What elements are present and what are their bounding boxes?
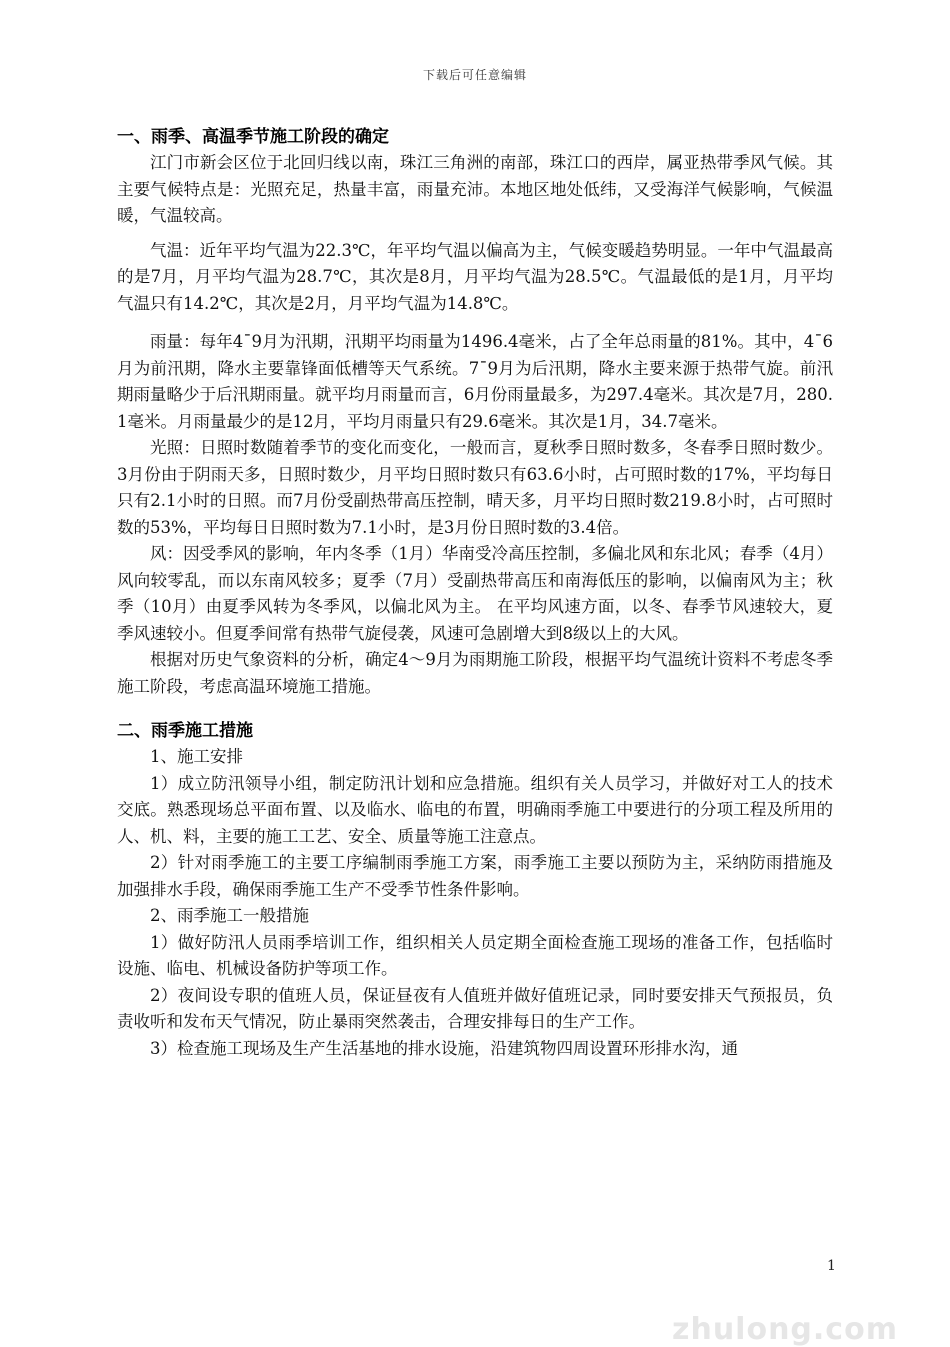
section-1-paragraph-conclusion: 根据对历史气象资料的分析，确定4～9月为雨期施工阶段，根据平均气温统计资料不考虑冬季施工阶段，考虑高温环境施工措施。: [117, 650, 833, 696]
section-2-title: 二、雨季施工措施: [117, 721, 253, 741]
section-1-paragraph-rainfall: 雨量：每年4ˉ9月为汛期，汛期平均雨量为1496.4毫米，占了全年总雨量的81%。其中，4ˉ6月为前汛期，降水主要靠锋面低槽等天气系统。7ˉ9月为后汛期，降水主要来源于热带气旋。前汛期雨量略少于后汛期雨量。就平均月雨量而言，6月份雨量最多，为297.4毫米。其次是7月，280.1毫米。月雨量最少的是12月，平均月雨量只有29.6毫米。其次是1月，34.7毫米。: [117, 332, 833, 431]
section-2-measure-2: 2）夜间设专职的值班人员，保证昼夜有人值班并做好值班记录，同时要安排天气预报员，负责收听和发布天气情况，防止暴雨突然袭击，合理安排每日的生产工作。: [117, 985, 833, 1031]
section-1-paragraph-wind: 风：因受季风的影响，年内冬季（1月）华南受冷高压控制，多偏北风和东北风；春季（4月）风向较零乱，而以东南风较多；夏季（7月）受副热带高压和南海低压的影响，以偏南风为主；秋季（10月）由夏季风转为冬季风，以偏北风为主。 在平均风速方面，以冬、春季节风速较大，夏季风速较小。但夏季间常有热带气旋侵袭，风速可急剧增大到8级以上的大风。: [117, 544, 833, 643]
page-header-note: 下载后可任意编辑: [422, 68, 527, 82]
document-body: [117, 124, 833, 1062]
section-2-measure-1: 1）做好防汛人员雨季培训工作，组织相关人员定期全面检查施工现场的准备工作，包括临时设施、临电、机械设备防护等项工作。: [117, 932, 833, 978]
section-1-paragraph-sunshine: 光照：日照时数随着季节的变化而变化，一般而言，夏秋季日照时数多，冬春季日照时数少。3月份由于阴雨天多，日照时数少，月平均日照时数只有63.6小时，占可照时数的17%，平均每日只有2.1小时的日照。而7月份受副热带高压控制，晴天多，月平均日照时数219.8小时，占可照时数的53%，平均每日日照时数为7.1小时，是3月份日照时数的3.4倍。: [117, 438, 833, 537]
section-1-paragraph-intro: 江门市新会区位于北回归线以南，珠江三角洲的南部，珠江口的西岸，属亚热带季风气候。其主要气候特点是：光照充足，热量丰富，雨量充沛。本地区地处低纬，又受海洋气候影响，气候温暖，气温较高。: [117, 153, 833, 225]
page-number: 1: [827, 1258, 836, 1274]
section-1-paragraph-temperature: 气温：近年平均气温为22.3℃，年平均气温以偏高为主，气候变暖趋势明显。一年中气温最高的是7月，月平均气温为28.7℃，其次是8月，月平均气温为28.5℃。气温最低的是1月，月平均气温只有14.2℃，其次是2月，月平均气温为14.8℃。: [117, 240, 833, 313]
section-2-subheading-arrangement: 1、施工安排: [150, 747, 243, 766]
section-1-title: 一、雨季、高温季节施工阶段的确定: [117, 127, 389, 147]
section-2-measure-3: 3）检查施工现场及生产生活基地的排水设施，沿建筑物四周设置环形排水沟，通: [150, 1038, 738, 1058]
watermark-logo: zhulong.com: [672, 1312, 898, 1347]
section-2-subheading-general-measures: 2、雨季施工一般措施: [150, 906, 309, 925]
section-2-item-1: 1）成立防汛领导小组，制定防汛计划和应急措施。组织有关人员学习，并做好对工人的技术交底。熟悉现场总平面布置、以及临水、临电的布置，明确雨季施工中要进行的分项工程及所用的人、机、料，主要的施工工艺、安全、质量等施工注意点。: [117, 773, 833, 846]
section-2-item-2: 2）针对雨季施工的主要工序编制雨季施工方案，雨季施工主要以预防为主，采纳防雨措施及加强排水手段，确保雨季施工生产不受季节性条件影响。: [117, 853, 833, 899]
